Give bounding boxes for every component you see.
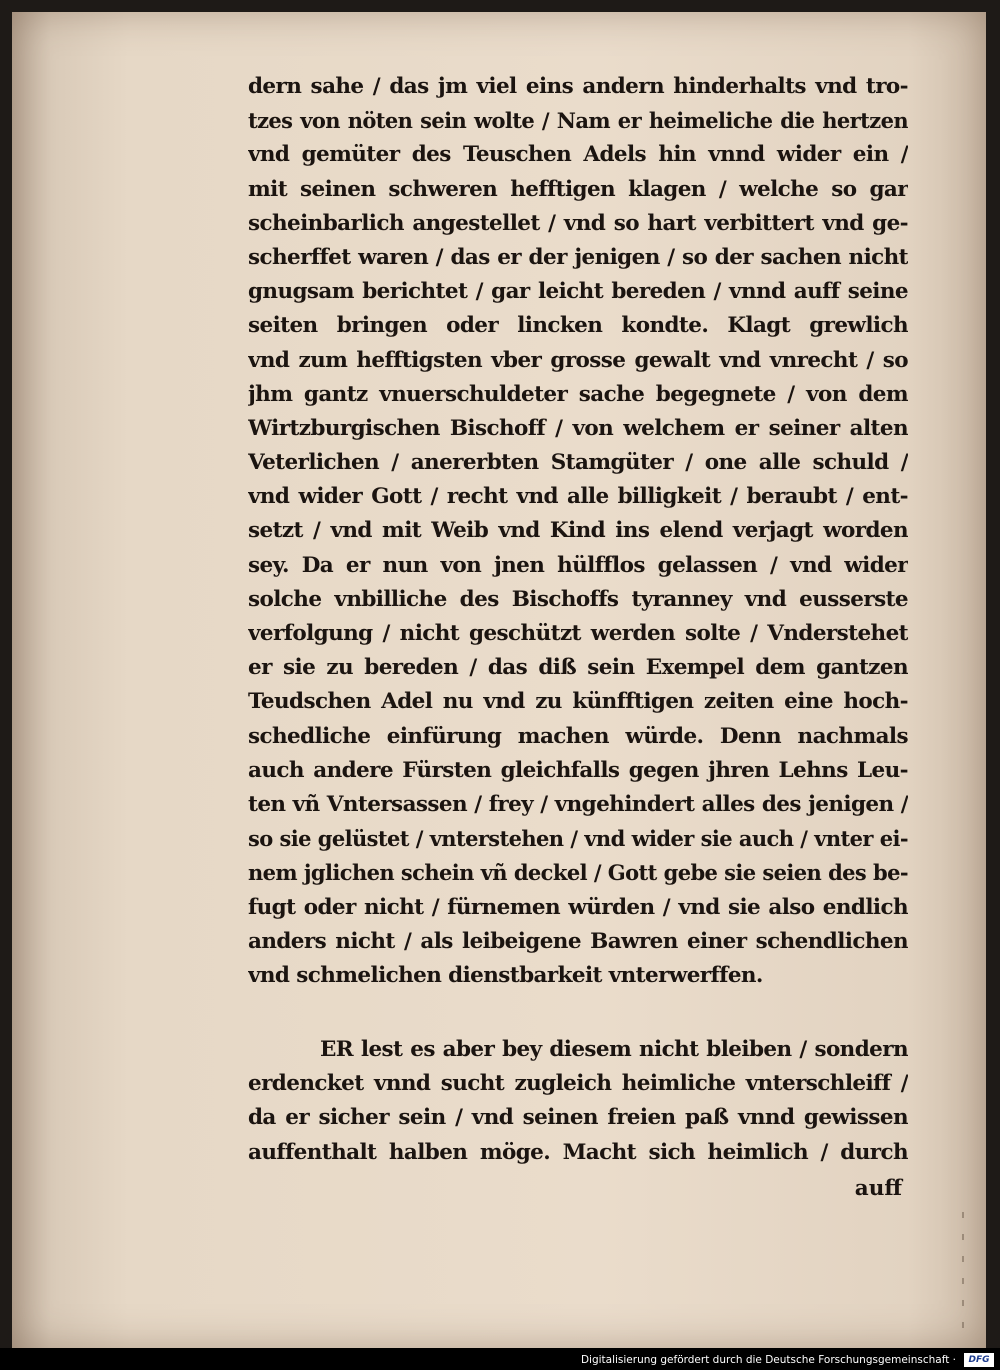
text-line: Wirtzburgischen Bischoff / von welchem er seiner alten bbox=[248, 415, 908, 441]
text-line: seiten bringen oder lincken kondte. Klagt grewlich bbox=[248, 313, 908, 339]
text-line: ten vñ Vntersassen / frey / vngehindert alles des jenigen / bbox=[248, 791, 908, 817]
text-line: dern sahe / das jm viel eins andern hinderhalts vnd tro- bbox=[248, 74, 908, 99]
text-line: scheinbarlich angestellet / vnd so hart verbittert vnd ge- bbox=[248, 210, 908, 236]
paragraph-gap bbox=[248, 993, 908, 1033]
text-line: mit seinen schweren hefftigen klagen / welche so gar bbox=[248, 176, 908, 202]
text-line: gnugsam berichtet / gar leicht bereden / vnnd auff seine bbox=[248, 279, 908, 305]
text-line: vnd schmelichen dienstbarkeit vnterwerffen. bbox=[248, 962, 763, 988]
text-line: erdencket vnnd sucht zugleich heimliche vnterschleiff / bbox=[248, 1071, 908, 1097]
text-line: jhm gantz vnuerschuldeter sache begegnete / von dem bbox=[248, 381, 908, 407]
text-line: setzt / vnd mit Weib vnd Kind ins elend verjagt worden bbox=[248, 518, 908, 544]
text-line: vnd zum hefftigsten vber grosse gewalt vnd vnrecht / so bbox=[248, 347, 908, 373]
text-line: da er sicher sein / vnd seinen freien paß vnnd gewissen bbox=[248, 1105, 908, 1131]
text-line: er sie zu bereden / das diß sein Exempel dem gantzen bbox=[248, 655, 908, 681]
text-line: scherffet waren / das er der jenigen / so der sachen nicht bbox=[248, 244, 908, 270]
text-line: auch andere Fürsten gleichfalls gegen jhren Lehns Leu- bbox=[248, 757, 908, 783]
footer-bar bbox=[0, 1348, 1000, 1370]
text-line: Veterlichen / anererbten Stamgüter / one alle schuld / bbox=[248, 450, 908, 476]
dfg-logo: DFG bbox=[964, 1353, 994, 1367]
page-text-block bbox=[248, 70, 908, 1170]
text-line: auffenthalt halben möge. Macht sich heimlich / durch bbox=[248, 1139, 908, 1165]
text-line: Teudschen Adel nu vnd zu künfftigen zeiten eine hoch- bbox=[248, 689, 908, 715]
text-line: tzes von nöten sein wolte / Nam er heimeliche die hertzen bbox=[248, 108, 908, 134]
text-line: schedliche einfürung machen würde. Denn nachmals bbox=[248, 723, 908, 749]
catchword: auff bbox=[854, 1176, 902, 1201]
text-line: ER lest es aber bey diesem nicht bleiben / sondern bbox=[320, 1037, 908, 1063]
text-line: anders nicht / als leibeigene Bawren einer schendlichen bbox=[248, 928, 908, 954]
text-line: so sie gelüstet / vnterstehen / vnd wider sie auch / vnter ei- bbox=[248, 826, 908, 852]
text-line: vnd gemüter des Teuschen Adels hin vnnd wider ein / bbox=[248, 142, 908, 168]
text-line: verfolgung / nicht geschützt werden solte / Vnderstehet bbox=[248, 621, 908, 646]
text-line: vnd wider Gott / recht vnd alle billigkeit / beraubt / ent- bbox=[248, 484, 908, 510]
text-line: sey. Da er nun von jnen hülfflos gelassen / vnd wider bbox=[248, 552, 908, 578]
funding-notice: Digitalisierung gefördert durch die Deutsche Forschungsgemeinschaft · bbox=[580, 1354, 956, 1366]
text-line: fugt oder nicht / fürnemen würden / vnd sie also endlich bbox=[248, 894, 908, 920]
text-line: solche vnbilliche des Bischoffs tyranney vnd eusserste bbox=[248, 586, 908, 612]
text-line: nem jglichen schein vñ deckel / Gott gebe sie seien des be- bbox=[248, 860, 908, 886]
